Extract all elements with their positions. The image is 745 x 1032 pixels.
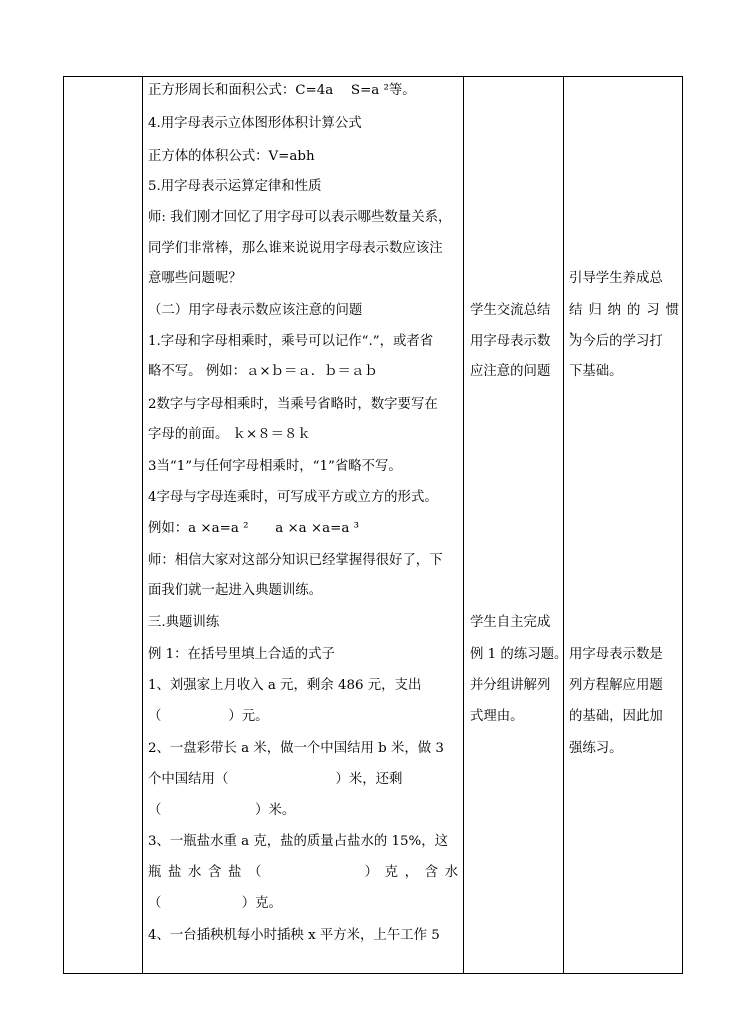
lesson-text-line: 1.字母和字母相乘时，乘号可以记作“.”，或者省 [148, 334, 434, 349]
student-activity-line: 例 1 的练习题。 [470, 647, 568, 662]
lesson-text-line: 3当“1”与任何字母相乘时，“1”省略不写。 [148, 459, 402, 474]
design-intent-line: 结 归 纳 的 习 惯 ， [569, 303, 679, 338]
design-intent-line: 强练习。 [569, 741, 623, 756]
lesson-text-line: 1、刘强家上月收入 a 元，剩余 486 元，支出 [148, 678, 422, 693]
design-intent-line: 的基础，因此加 [569, 709, 663, 724]
lesson-text-line: （ ）元。 [148, 709, 269, 724]
lesson-text-line: 2、一盘彩带长 a 米，做一个中国结用 b 米，做 3 [148, 741, 444, 756]
design-intent-line: 为今后的学习打 [569, 334, 663, 349]
student-activity-line: 应注意的问题 [470, 364, 551, 379]
lesson-text-line: 面我们就一起进入典题训练。 [148, 583, 323, 598]
table-top-border [63, 76, 683, 77]
lesson-text-line: 例 1：在括号里填上合适的式子 [148, 647, 335, 662]
design-intent-line: 用字母表示数是 [569, 647, 663, 662]
table-bottom-border [63, 973, 683, 974]
lesson-text-line: 瓶 盐 水 含 盐 （ ） 克 ， 含 水 [148, 865, 458, 880]
lesson-text-line: （ ）克。 [148, 896, 282, 911]
design-intent-line: 下基础。 [569, 364, 623, 379]
lesson-text-line: 2数字与字母相乘时，当乘号省略时，数字要写在 [148, 397, 438, 412]
lesson-text-line: 师: 我们刚才回忆了用字母可以表示哪些数量关系， [148, 210, 452, 225]
lesson-text-line: 例如：a ×a=a ² a ×a ×a=a ³ [148, 521, 359, 536]
design-intent-line: 引导学生养成总 [569, 271, 663, 286]
lesson-text-line: 略不写。 例如：ａ×ｂ＝ａ．ｂ＝ａｂ [148, 364, 378, 379]
lesson-text-line: 三.典题训练 [148, 615, 220, 630]
student-activity-line: 并分组讲解列 [470, 678, 551, 693]
lesson-text-line: 师：相信大家对这部分知识已经掌握得很好了，下 [148, 553, 443, 568]
lesson-text-line: 4、一台插秧机每小时插秧 x 平方米，上午工作 5 [148, 928, 440, 943]
design-intent-line: 列方程解应用题 [569, 678, 663, 693]
student-activity-line: 学生交流总结 [470, 303, 551, 318]
lesson-text-line: 5.用字母表示运算定律和性质 [148, 179, 322, 194]
lesson-text-line: （二）用字母表示数应该注意的问题 [148, 303, 363, 318]
student-activity-line: 用字母表示数 [470, 334, 551, 349]
lesson-text-line: 4.用字母表示立体图形体积计算公式 [148, 116, 362, 131]
lesson-text-line: （ ）米。 [148, 803, 296, 818]
lesson-text-line: 意哪些问题呢？ [148, 271, 242, 286]
table-divider-1 [142, 76, 143, 974]
lesson-text-line: 3、一瓶盐水重 a 克，盐的质量占盐水的 15%，这 [148, 834, 449, 849]
table-divider-2 [463, 76, 464, 974]
lesson-text-line: 个中国结用（ ）米，还剩 [148, 772, 403, 787]
lesson-text-line: 4字母与字母连乘时，可写成平方或立方的形式。 [148, 490, 438, 505]
student-activity-line: 学生自主完成 [470, 615, 551, 630]
table-border-left [63, 76, 64, 974]
lesson-text-line: 正方形周长和面积公式：C=4a S=a ²等。 [148, 83, 416, 98]
table-divider-3 [563, 76, 564, 974]
lesson-text-line: 正方体的体积公式：V=abh [148, 149, 315, 164]
table-border-right [682, 76, 683, 974]
student-activity-line: 式理由。 [470, 709, 524, 724]
lesson-text-line: 字母的前面。 ｋ×８＝８ｋ [148, 427, 311, 442]
lesson-text-line: 同学们非常棒，那么谁来说说用字母表示数应该注 [148, 241, 443, 256]
